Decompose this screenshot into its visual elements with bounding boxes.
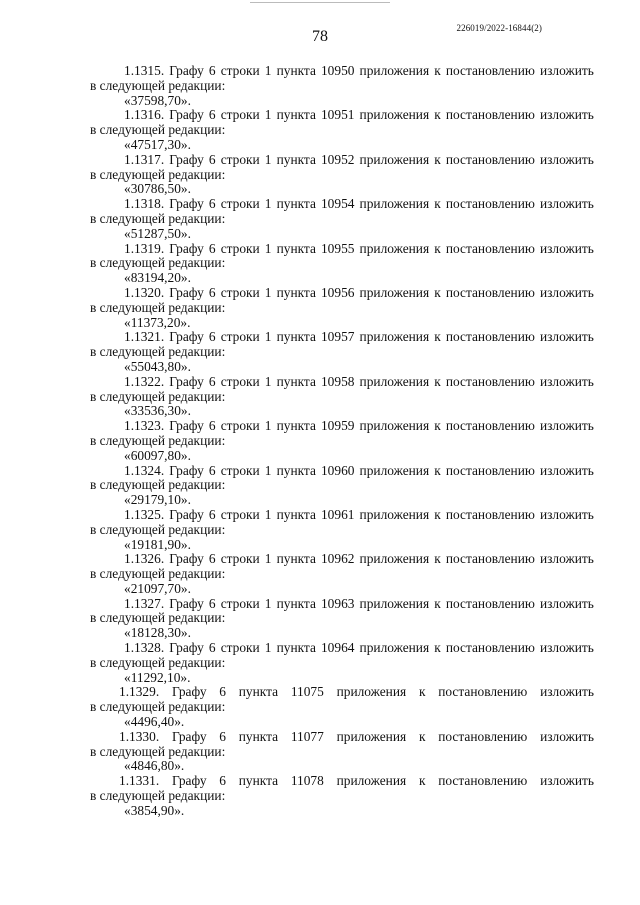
word: 10950 <box>320 63 355 78</box>
word: 1.1327. <box>124 595 165 611</box>
word: пункта <box>276 373 316 389</box>
word: 1 <box>264 329 272 345</box>
word: 6 <box>219 773 226 789</box>
word: 6 <box>219 728 226 744</box>
word: Графу <box>169 595 204 611</box>
word: приложения <box>336 684 407 700</box>
word: 6 <box>208 462 216 478</box>
word: 6 <box>208 595 216 611</box>
word: 1.1323. <box>124 418 165 434</box>
amendment-continuation: в следующей редакции: <box>90 210 226 226</box>
word: строки <box>220 63 260 78</box>
word: 6 <box>208 151 216 167</box>
word: изложить <box>539 640 594 656</box>
amendment-first-line <box>90 508 594 523</box>
word: 1.1315. <box>124 63 165 78</box>
amendment-value: «33536,30». <box>124 403 191 419</box>
word: строки <box>220 240 260 256</box>
word: 1 <box>264 595 272 611</box>
word: к <box>434 151 441 167</box>
word: 10959 <box>320 418 355 434</box>
amendment-first-line <box>90 330 594 345</box>
word: приложения <box>359 506 430 522</box>
word: 11077 <box>290 728 324 744</box>
amendment-item <box>90 464 594 508</box>
word: пункта <box>276 551 316 567</box>
amendment-first-line <box>90 108 594 123</box>
word: 10963 <box>320 595 355 611</box>
word: 10962 <box>320 551 355 567</box>
word: постановлению <box>445 240 535 256</box>
word: 1.1326. <box>124 551 165 567</box>
word: приложения <box>336 773 407 789</box>
amendment-item <box>90 64 594 108</box>
word: 1.1331. <box>119 773 160 789</box>
word: 1 <box>264 640 272 656</box>
word: к <box>434 418 441 434</box>
word: к <box>434 63 441 78</box>
word: 1.1316. <box>124 107 165 123</box>
word: постановлению <box>445 151 535 167</box>
amendment-continuation: в следующей редакции: <box>90 122 226 138</box>
word: постановлению <box>438 684 528 700</box>
word: пункта <box>276 196 316 212</box>
word: 10960 <box>320 462 355 478</box>
amendment-value: «51287,50». <box>124 225 191 241</box>
word: 10958 <box>320 373 355 389</box>
word: Графу <box>171 684 207 700</box>
page-number: 78 <box>312 28 328 45</box>
amendment-item <box>90 330 594 374</box>
word: 11078 <box>290 773 324 789</box>
word: изложить <box>539 240 594 256</box>
document-id: 226019/2022-16844(2) <box>456 23 542 33</box>
word: Графу <box>169 640 204 656</box>
word: пункта <box>276 63 316 78</box>
amendment-first-line <box>90 597 594 612</box>
word: постановлению <box>445 551 535 567</box>
amendment-item <box>90 108 594 152</box>
word: Графу <box>171 728 207 744</box>
word: к <box>434 373 441 389</box>
amendment-item <box>90 597 594 641</box>
word: к <box>434 240 441 256</box>
amendment-continuation: в следующей редакции: <box>90 299 226 315</box>
word: строки <box>220 151 260 167</box>
word: Графу <box>169 462 204 478</box>
amendment-item <box>90 242 594 286</box>
amendment-value: «4496,40». <box>124 714 185 730</box>
word: Графу <box>169 240 204 256</box>
amendment-item <box>90 286 594 330</box>
amendment-value: «55043,80». <box>124 358 191 374</box>
word: 1 <box>264 462 272 478</box>
word: приложения <box>336 728 407 744</box>
amendment-first-line <box>90 197 594 212</box>
word: пункта <box>276 107 316 123</box>
amendment-item <box>90 508 594 552</box>
amendment-first-line <box>90 286 594 301</box>
word: к <box>418 728 426 744</box>
amendment-list <box>90 64 594 819</box>
word: постановлению <box>445 63 535 78</box>
amendment-continuation: в следующей редакции: <box>90 654 226 670</box>
word: пункта <box>276 595 316 611</box>
word: приложения <box>359 462 430 478</box>
word: строки <box>220 107 260 123</box>
amendment-continuation: в следующей редакции: <box>90 610 226 626</box>
amendment-first-line <box>90 153 594 168</box>
word: 1.1320. <box>124 284 165 300</box>
word: пункта <box>238 684 279 700</box>
word: пункта <box>276 240 316 256</box>
amendment-continuation: в следующей редакции: <box>90 788 226 804</box>
word: 6 <box>208 506 216 522</box>
top-rule <box>250 2 390 3</box>
word: приложения <box>359 107 430 123</box>
word: пункта <box>276 284 316 300</box>
amendment-continuation: в следующей редакции: <box>90 432 226 448</box>
word: изложить <box>540 728 594 744</box>
word: пункта <box>276 462 316 478</box>
word: 1 <box>264 107 272 123</box>
word: пункта <box>276 640 316 656</box>
word: Графу <box>169 151 204 167</box>
amendment-continuation: в следующей редакции: <box>90 255 226 271</box>
word: Графу <box>169 284 204 300</box>
word: постановлению <box>445 107 535 123</box>
word: 1 <box>264 551 272 567</box>
word: 1 <box>264 151 272 167</box>
word: 10964 <box>320 640 355 656</box>
amendment-value: «21097,70». <box>124 580 191 596</box>
word: изложить <box>540 773 594 789</box>
amendment-value: «29179,10». <box>124 492 191 508</box>
amendment-first-line <box>90 242 594 257</box>
amendment-continuation: в следующей редакции: <box>90 477 226 493</box>
word: приложения <box>359 151 430 167</box>
word: 10954 <box>320 196 355 212</box>
word: 1 <box>264 418 272 434</box>
word: изложить <box>539 506 594 522</box>
word: к <box>434 284 441 300</box>
word: 10951 <box>320 107 355 123</box>
word: 1.1330. <box>119 728 160 744</box>
word: 6 <box>208 63 216 78</box>
word: к <box>418 773 426 789</box>
word: 1 <box>264 63 272 78</box>
word: строки <box>220 329 260 345</box>
amendment-first-line <box>90 419 594 434</box>
amendment-continuation: в следующей редакции: <box>90 566 226 582</box>
word: 1.1322. <box>124 373 165 389</box>
amendment-continuation: в следующей редакции: <box>90 344 226 360</box>
word: 1 <box>264 373 272 389</box>
word: изложить <box>539 63 594 78</box>
amendment-item <box>90 153 594 197</box>
word: 6 <box>208 196 216 212</box>
amendment-value: «11373,20». <box>124 314 191 330</box>
word: 1.1324. <box>124 462 165 478</box>
amendment-item <box>90 774 594 818</box>
word: приложения <box>359 196 430 212</box>
word: 1.1317. <box>124 151 165 167</box>
word: к <box>434 329 441 345</box>
word: постановлению <box>438 773 528 789</box>
word: постановлению <box>445 329 535 345</box>
amendment-value: «18128,30». <box>124 625 191 641</box>
word: изложить <box>539 284 594 300</box>
amendment-item <box>90 197 594 241</box>
word: изложить <box>539 551 594 567</box>
amendment-item <box>90 641 594 685</box>
amendment-value: «30786,50». <box>124 181 191 197</box>
word: приложения <box>359 63 430 78</box>
word: Графу <box>169 329 204 345</box>
word: 1.1318. <box>124 196 165 212</box>
amendment-continuation: в следующей редакции: <box>90 743 226 759</box>
word: приложения <box>359 418 430 434</box>
word: строки <box>220 595 260 611</box>
word: строки <box>220 551 260 567</box>
word: 6 <box>208 418 216 434</box>
word: Графу <box>169 107 204 123</box>
amendment-first-line <box>90 552 594 567</box>
word: 6 <box>208 640 216 656</box>
word: постановлению <box>438 728 528 744</box>
word: 6 <box>208 329 216 345</box>
amendment-value: «47517,30». <box>124 136 191 152</box>
word: Графу <box>169 551 204 567</box>
amendment-first-line <box>90 774 594 789</box>
word: 10956 <box>320 284 355 300</box>
word: 1 <box>264 240 272 256</box>
word: 1.1325. <box>124 506 165 522</box>
word: 11075 <box>290 684 324 700</box>
amendment-value: «3854,90». <box>124 802 185 818</box>
word: постановлению <box>445 640 535 656</box>
word: строки <box>220 506 260 522</box>
amendment-value: «60097,80». <box>124 447 191 463</box>
word: 6 <box>208 551 216 567</box>
word: строки <box>220 418 260 434</box>
word: 1.1319. <box>124 240 165 256</box>
word: 10957 <box>320 329 355 345</box>
word: строки <box>220 196 260 212</box>
word: постановлению <box>445 595 535 611</box>
word: приложения <box>359 240 430 256</box>
word: 6 <box>208 373 216 389</box>
word: изложить <box>539 462 594 478</box>
word: строки <box>220 462 260 478</box>
word: 1 <box>264 506 272 522</box>
amendment-first-line <box>90 375 594 390</box>
word: приложения <box>359 284 430 300</box>
word: изложить <box>539 418 594 434</box>
amendment-first-line <box>90 64 594 79</box>
word: изложить <box>540 684 594 700</box>
word: постановлению <box>445 462 535 478</box>
word: изложить <box>539 373 594 389</box>
word: приложения <box>359 551 430 567</box>
word: постановлению <box>445 373 535 389</box>
amendment-first-line <box>90 464 594 479</box>
amendment-first-line <box>90 730 594 745</box>
word: к <box>434 640 441 656</box>
word: 10952 <box>320 151 355 167</box>
amendment-value: «37598,70». <box>124 92 191 108</box>
amendment-item <box>90 419 594 463</box>
word: Графу <box>169 63 204 78</box>
amendment-item <box>90 552 594 596</box>
word: к <box>434 551 441 567</box>
amendment-value: «4846,80». <box>124 758 185 774</box>
word: приложения <box>359 595 430 611</box>
word: пункта <box>276 506 316 522</box>
word: пункта <box>276 151 316 167</box>
word: приложения <box>359 373 430 389</box>
word: к <box>434 107 441 123</box>
amendment-value: «19181,90». <box>124 536 191 552</box>
word: 6 <box>219 684 226 700</box>
word: Графу <box>171 773 207 789</box>
word: постановлению <box>445 284 535 300</box>
word: строки <box>220 373 260 389</box>
amendment-item <box>90 685 594 729</box>
word: к <box>434 462 441 478</box>
amendment-continuation: в следующей редакции: <box>90 521 226 537</box>
amendment-continuation: в следующей редакции: <box>90 388 226 404</box>
word: пункта <box>238 728 279 744</box>
word: изложить <box>539 151 594 167</box>
amendment-first-line <box>90 685 594 700</box>
word: 1.1321. <box>124 329 165 345</box>
word: 10961 <box>320 506 355 522</box>
amendment-item <box>90 730 594 774</box>
word: Графу <box>169 506 204 522</box>
amendment-value: «83194,20». <box>124 270 191 286</box>
word: Графу <box>169 418 204 434</box>
word: изложить <box>539 329 594 345</box>
word: пункта <box>238 773 279 789</box>
word: изложить <box>539 595 594 611</box>
word: строки <box>220 284 260 300</box>
amendment-value: «11292,10». <box>124 669 191 685</box>
word: приложения <box>359 640 430 656</box>
amendment-first-line <box>90 641 594 656</box>
word: к <box>418 684 426 700</box>
word: изложить <box>539 196 594 212</box>
word: пункта <box>276 329 316 345</box>
word: 10955 <box>320 240 355 256</box>
word: 1.1329. <box>119 684 160 700</box>
word: строки <box>220 640 260 656</box>
word: 1 <box>264 196 272 212</box>
amendment-continuation: в следующей редакции: <box>90 77 226 93</box>
word: Графу <box>169 196 204 212</box>
word: изложить <box>539 107 594 123</box>
word: 1.1328. <box>124 640 165 656</box>
amendment-item <box>90 375 594 419</box>
word: 1 <box>264 284 272 300</box>
amendment-continuation: в следующей редакции: <box>90 699 226 715</box>
word: постановлению <box>445 418 535 434</box>
word: приложения <box>359 329 430 345</box>
word: 6 <box>208 240 216 256</box>
word: пункта <box>276 418 316 434</box>
word: к <box>434 196 441 212</box>
word: 6 <box>208 284 216 300</box>
word: постановлению <box>445 506 535 522</box>
word: к <box>434 506 441 522</box>
amendment-continuation: в следующей редакции: <box>90 166 226 182</box>
word: Графу <box>169 373 204 389</box>
word: к <box>434 595 441 611</box>
word: 6 <box>208 107 216 123</box>
word: постановлению <box>445 196 535 212</box>
